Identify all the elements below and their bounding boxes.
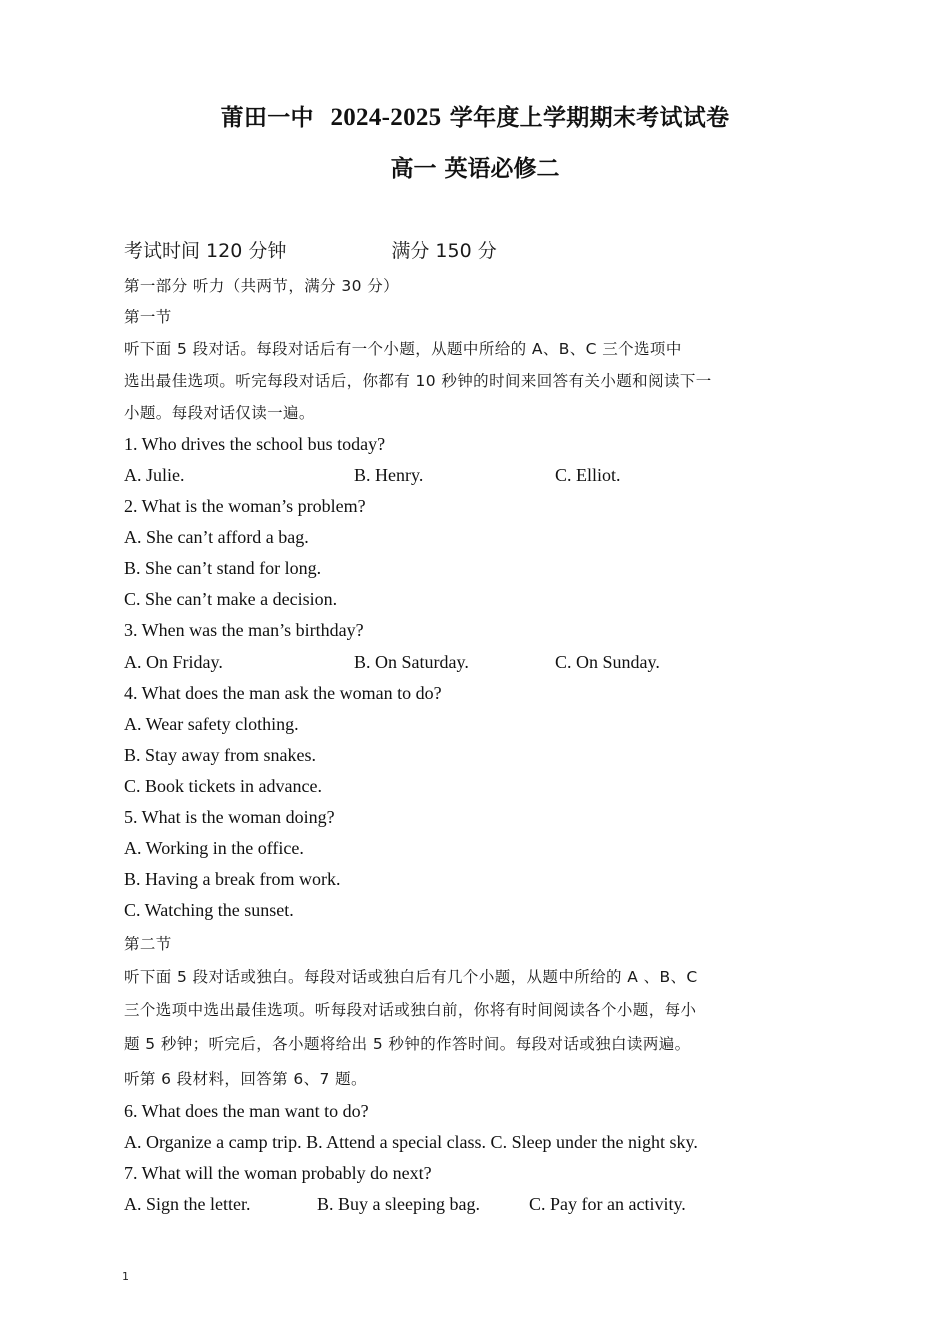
exam-total-score: 满分 150 分 — [391, 240, 497, 262]
q3-option-b: B. On Saturday. — [354, 652, 469, 672]
exam-info — [124, 240, 497, 262]
q1-option-a: A. Julie. — [124, 465, 185, 485]
question-3: 3. When was the man’s birthday? — [124, 620, 364, 640]
q7-option-b: B. Buy a sleeping bag. — [317, 1194, 480, 1214]
exam-subtitle: 高一 英语必修二 — [390, 155, 560, 182]
section1-heading: 第一节 — [124, 308, 172, 326]
exam-title — [0, 99, 950, 132]
q4-option-a: A. Wear safety clothing. — [124, 714, 299, 734]
exam-name: 学年度上学期期末考试试卷 — [449, 104, 730, 131]
q4-option-b: B. Stay away from snakes. — [124, 745, 316, 765]
q1-option-c: C. Elliot. — [555, 465, 621, 485]
question-4: 4. What does the man ask the woman to do? — [124, 683, 442, 703]
section2-instructions-line: 听下面 5 段对话或独白。每段对话或独白后有几个小题，从题中所给的 A 、B、C — [124, 968, 698, 986]
q5-option-a: A. Working in the office. — [124, 838, 304, 858]
q7-option-a: A. Sign the letter. — [124, 1194, 251, 1214]
exam-time: 考试时间 120 分钟 — [124, 240, 287, 262]
section1-instructions-line: 选出最佳选项。听完每段对话后，你都有 10 秒钟的时间来回答有关小题和阅读下一 — [124, 372, 712, 390]
q3-option-c: C. On Sunday. — [555, 652, 660, 672]
q7-option-c: C. Pay for an activity. — [529, 1194, 686, 1214]
section1-instructions-line: 听下面 5 段对话。每段对话后有一个小题，从题中所给的 A、B、C 三个选项中 — [124, 340, 682, 358]
school-name: 莆田一中 — [220, 104, 314, 131]
page-number: 1 — [122, 1270, 129, 1283]
q2-option-b: B. She can’t stand for long. — [124, 558, 322, 578]
question-2: 2. What is the woman’s problem? — [124, 496, 366, 516]
q3-option-a: A. On Friday. — [124, 652, 223, 672]
section2-heading: 第二节 — [124, 935, 172, 953]
q5-option-c: C. Watching the sunset. — [124, 900, 294, 920]
section2-instructions-line: 三个选项中选出最佳选项。听每段对话或独白前，你将有时间阅读各个小题，每小 — [124, 1001, 697, 1019]
q6-options: A. Organize a camp trip. B. Attend a special class. C. Sleep under the night sky. — [124, 1132, 698, 1152]
question-7: 7. What will the woman probably do next? — [124, 1163, 432, 1183]
material-note: 听第 6 段材料，回答第 6、7 题。 — [124, 1070, 367, 1088]
q5-option-b: B. Having a break from work. — [124, 869, 341, 889]
q4-option-c: C. Book tickets in advance. — [124, 776, 322, 796]
q2-option-a: A. She can’t afford a bag. — [124, 527, 309, 547]
question-5: 5. What is the woman doing? — [124, 807, 335, 827]
section2-instructions-line: 题 5 秒钟；听完后，各小题将给出 5 秒钟的作答时间。每段对话或独白读两遍。 — [124, 1035, 691, 1053]
section1-instructions-line: 小题。每段对话仅读一遍。 — [124, 404, 315, 422]
q2-option-c: C. She can’t make a decision. — [124, 589, 338, 609]
q1-option-b: B. Henry. — [354, 465, 424, 485]
part1-heading: 第一部分 听力（共两节，满分 30 分） — [124, 277, 400, 295]
question-1: 1. Who drives the school bus today? — [124, 434, 386, 454]
question-6: 6. What does the man want to do? — [124, 1101, 369, 1121]
school-year: 2024-2025 — [330, 104, 442, 131]
